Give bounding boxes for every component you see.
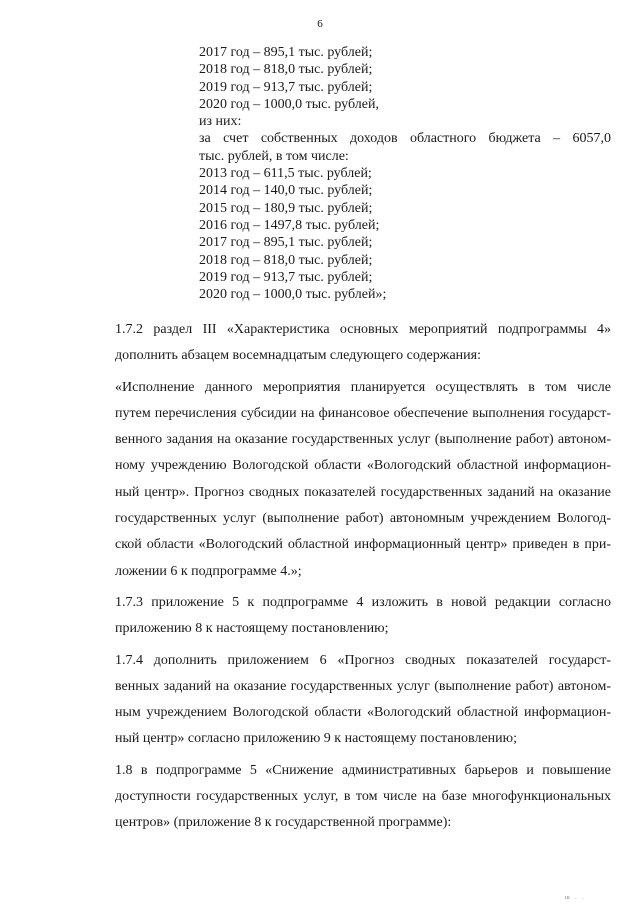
budget-year-line: 2017 год – 895,1 тыс. рублей; (199, 45, 373, 60)
own-revenue-year-line: 2017 год – 895,1 тыс. рублей; (199, 235, 373, 251)
text-line: 1.7.4 дополнить приложением 6 «Прогноз сводных показателей государст- (115, 652, 611, 668)
paragraph-1-8 (83, 758, 611, 837)
body-text (83, 317, 611, 837)
text-line: ской области «Вологодский областной информационный центр» приведен в при- (115, 537, 611, 553)
text-line: центров» (приложение 8 к государственной программе): (115, 815, 452, 831)
own-revenue-year-line: 2015 год – 180,9 тыс. рублей; (199, 200, 373, 216)
own-revenue-year-line: 2019 год – 913,7 тыс. рублей; (199, 269, 373, 285)
text-line: ный центр». Прогноз сводных показателей государственных заданий на оказание (115, 484, 611, 500)
paragraph-1-7-4 (83, 648, 611, 753)
paragraph-1-7-2 (83, 317, 611, 370)
own-revenue-year-line: 2018 год – 818,0 тыс. рублей; (199, 252, 373, 268)
text-line: доступности государственных услуг, в том числе на базе многофункциональных (115, 789, 611, 805)
own-revenue-year-line: 2013 год – 611,5 тыс. рублей; (199, 166, 372, 182)
budget-list (199, 44, 611, 303)
text-line: венного задания на оказание государственных услуг (выполнение работ) автоном- (115, 432, 611, 448)
own-revenue-year-line: 2014 год – 140,0 тыс. рублей; (199, 183, 373, 199)
footer-mark: ш . . (565, 895, 586, 901)
page-number: 6 (317, 18, 323, 30)
budget-year-line: 2018 год – 818,0 тыс. рублей; (199, 62, 373, 78)
text-line: ным учреждением Вологодской области «Вологодский областной информацион- (115, 705, 611, 721)
of-which-label: из них: (199, 114, 242, 130)
text-line: 1.8 в подпрограмме 5 «Снижение административных барьеров и повышение (115, 762, 611, 778)
text-line: государственных услуг (выполнение работ) автономным учреждением Вологод- (115, 511, 611, 527)
text-line: ному учреждению Вологодской области «Вологодский областной информацион- (115, 458, 611, 474)
own-revenue-intro-line1: за счет собственных доходов областного бюджета – 6057,0 (199, 131, 611, 147)
text-line: ложении 6 к подпрограмме 4.»; (115, 563, 302, 579)
budget-year-line: 2020 год – 1000,0 тыс. рублей, (199, 96, 379, 112)
text-line: 1.7.2 раздел III «Характеристика основных мероприятий подпрограммы 4» (115, 322, 611, 337)
paragraph-quote (83, 375, 611, 585)
text-line: «Исполнение данного мероприятия планируется осуществлять в том числе (115, 379, 611, 395)
text-line: ный центр» согласно приложению 9 к настоящему постановлению; (115, 731, 517, 747)
budget-year-line: 2019 год – 913,7 тыс. рублей; (199, 79, 373, 95)
own-revenue-year-line: 2020 год – 1000,0 тыс. рублей»; (199, 287, 387, 303)
text-line: путем перечисления субсидии на финансовое обеспечение выполнения государст- (115, 405, 611, 421)
text-line: венных заданий на оказание государственных услуг (выполнение работ) автоном- (115, 678, 611, 694)
own-revenue-intro-line2: тыс. рублей, в том числе: (199, 148, 349, 164)
text-line: дополнить абзацем восемнадцатым следующего содержания: (115, 348, 481, 364)
text-line: приложению 8 к настоящему постановлению; (115, 621, 389, 637)
own-revenue-year-line: 2016 год – 1497,8 тыс. рублей; (199, 217, 380, 233)
paragraph-1-7-3 (83, 590, 611, 643)
text-line: 1.7.3 приложение 5 к подпрограмме 4 изложить в новой редакции согласно (115, 594, 611, 610)
